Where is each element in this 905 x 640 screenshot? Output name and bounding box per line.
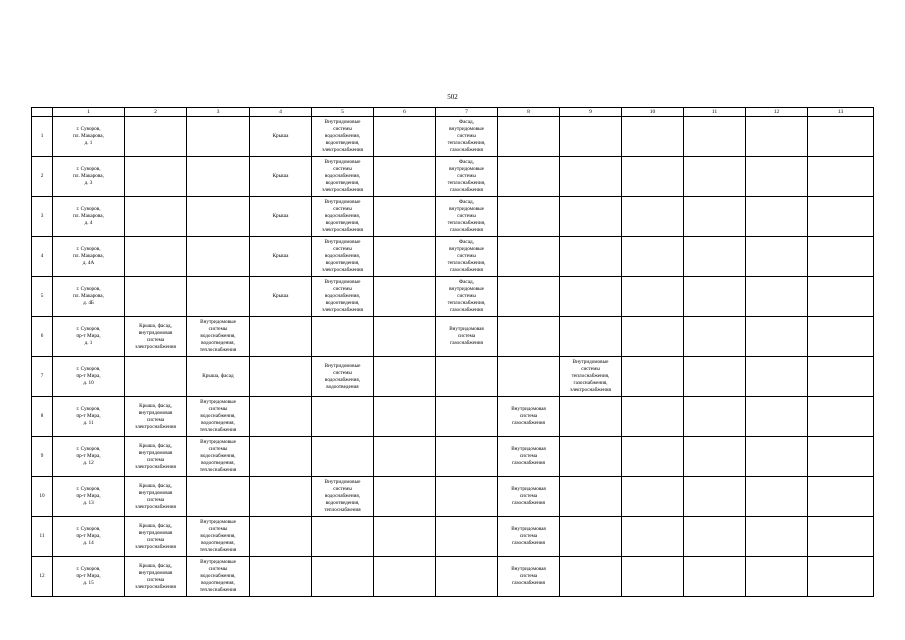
table-cell: [684, 317, 746, 357]
table-cell: [560, 437, 622, 477]
table-cell: [125, 477, 187, 517]
table-cell: [250, 317, 312, 357]
table-row: [32, 117, 874, 157]
table-cell: [436, 117, 498, 157]
table-cell: [746, 317, 808, 357]
column-number-header: 7: [436, 108, 498, 117]
table-cell: [125, 437, 187, 477]
cell-text: 10: [39, 493, 45, 499]
table-cell: [560, 517, 622, 557]
table-cell: [684, 357, 746, 397]
table-cell: [125, 397, 187, 437]
table-cell: [746, 397, 808, 437]
table-cell: [250, 477, 312, 517]
table-cell: [125, 317, 187, 357]
table-cell: [808, 357, 874, 397]
table-cell: [374, 157, 436, 197]
cell-text: Внутридомовые системы водоснабжения, водоотведения, электроснабжения: [322, 159, 363, 193]
cell-text: Крыша: [272, 133, 289, 139]
table-cell: [498, 437, 560, 477]
column-number-header: 2: [125, 108, 187, 117]
cell-text: 12: [39, 573, 45, 579]
table-row: [32, 477, 874, 517]
table-cell: [187, 517, 250, 557]
table-cell: [498, 557, 560, 597]
row-number-cell: [32, 397, 53, 437]
table-cell: [746, 157, 808, 197]
column-number-header: 13: [808, 108, 874, 117]
table-cell: [250, 357, 312, 397]
column-number-header: 8: [498, 108, 560, 117]
address-cell: [53, 477, 125, 517]
cell-text: Внутридомовые системы водоснабжения, водоотведения, теплоснабжения: [199, 559, 237, 593]
table-cell: [250, 237, 312, 277]
table-cell: [250, 117, 312, 157]
table-cell: [436, 437, 498, 477]
table-cell: [125, 117, 187, 157]
cell-text: Фасад, внутридомовые системы теплоснабжения, газоснабжения: [447, 159, 486, 193]
table-cell: [498, 397, 560, 437]
table-row: [32, 437, 874, 477]
row-number-cell: [32, 477, 53, 517]
table-cell: [312, 117, 374, 157]
table-cell: [808, 477, 874, 517]
table-cell: [498, 317, 560, 357]
row-number-cell: [32, 357, 53, 397]
cell-text: 2: [40, 173, 44, 179]
address-cell: [53, 557, 125, 597]
cell-text: г. Суворов, пр-т Мира, д. 13: [76, 486, 101, 506]
table-cell: [436, 237, 498, 277]
table-cell: [498, 157, 560, 197]
row-number-cell: [32, 237, 53, 277]
cell-text: г. Суворов, пл. Макарова, д. 3: [73, 166, 104, 186]
table-cell: [436, 477, 498, 517]
table-cell: [560, 397, 622, 437]
table-row: [32, 237, 874, 277]
cell-text: Фасад, внутридомовые системы теплоснабжения, газоснабжения: [447, 199, 486, 233]
table-cell: [560, 157, 622, 197]
table-cell: [808, 517, 874, 557]
cell-text: г. Суворов, пр-т Мира, д. 10: [76, 366, 101, 386]
table-cell: [374, 557, 436, 597]
cell-text: Внутридомовая система газоснабжения: [511, 406, 546, 426]
table-row: [32, 557, 874, 597]
address-cell: [53, 197, 125, 237]
table-cell: [436, 517, 498, 557]
table-cell: [684, 557, 746, 597]
table-cell: [125, 357, 187, 397]
table-cell: [684, 277, 746, 317]
table-cell: [187, 117, 250, 157]
table-cell: [498, 277, 560, 317]
table-row: [32, 517, 874, 557]
table-cell: [374, 317, 436, 357]
cell-text: Внутридомовые системы водоснабжения, водоотведения, теплоснабжения: [199, 319, 237, 353]
table-cell: [746, 437, 808, 477]
cell-text: Крыша, фасад: [202, 373, 234, 379]
table-cell: [436, 357, 498, 397]
cell-text: г. Суворов, пр-т Мира, д. 14: [76, 526, 101, 546]
table-cell: [746, 237, 808, 277]
table-cell: [746, 557, 808, 597]
column-number-header: 9: [560, 108, 622, 117]
table-cell: [374, 517, 436, 557]
cell-text: Крыша: [272, 173, 289, 179]
cell-text: 5: [40, 293, 44, 299]
table-cell: [808, 317, 874, 357]
cell-text: Внутридомовая система газоснабжения: [511, 486, 546, 506]
table-row: [32, 317, 874, 357]
cell-text: Внутридомовая система газоснабжения: [511, 566, 546, 586]
table-cell: [560, 317, 622, 357]
table-cell: [498, 357, 560, 397]
table-cell: [250, 397, 312, 437]
address-cell: [53, 117, 125, 157]
table-cell: [312, 197, 374, 237]
table-cell: [250, 437, 312, 477]
table-cell: [374, 397, 436, 437]
table-cell: [808, 117, 874, 157]
table-cell: [808, 437, 874, 477]
cell-text: Крыша, фасад, внутридомовая система электроснабжения: [135, 402, 176, 430]
cell-text: Фасад, внутридомовые системы теплоснабжения, газоснабжения: [447, 119, 486, 153]
cell-text: г. Суворов, пл. Макарова, д. 1: [73, 126, 104, 146]
table-cell: [125, 237, 187, 277]
cell-text: 4: [40, 253, 44, 259]
cell-text: г. Суворов, пл. Макарова, д. 4А: [73, 246, 104, 266]
table-cell: [187, 557, 250, 597]
cell-text: г. Суворов, пр-т Мира, д. 12: [76, 446, 101, 466]
column-number-header: 5: [312, 108, 374, 117]
cell-text: Крыша: [272, 213, 289, 219]
column-number-header: 10: [622, 108, 684, 117]
table-cell: [312, 557, 374, 597]
table-cell: [187, 397, 250, 437]
table-cell: [622, 237, 684, 277]
table-cell: [746, 357, 808, 397]
cell-text: Крыша, фасад, внутридомовая система электроснабжения: [135, 562, 176, 590]
table-cell: [187, 197, 250, 237]
table-cell: [250, 277, 312, 317]
table-row: [32, 197, 874, 237]
cell-text: 1: [40, 133, 44, 139]
cell-text: Крыша, фасад, внутридомовая система электроснабжения: [135, 322, 176, 350]
table-cell: [250, 557, 312, 597]
table-cell: [312, 277, 374, 317]
table-cell: [187, 317, 250, 357]
table-cell: [684, 437, 746, 477]
table-cell: [622, 397, 684, 437]
cell-text: Внутридомовая система газоснабжения: [511, 526, 546, 546]
column-number-header: 12: [746, 108, 808, 117]
column-number-row: [32, 108, 874, 117]
table-cell: [125, 277, 187, 317]
table-cell: [374, 357, 436, 397]
table-cell: [436, 157, 498, 197]
table-cell: [684, 237, 746, 277]
table-cell: [498, 477, 560, 517]
table-row: [32, 157, 874, 197]
table-cell: [808, 277, 874, 317]
table-row: [32, 357, 874, 397]
table-cell: [684, 477, 746, 517]
table-cell: [560, 477, 622, 517]
address-cell: [53, 317, 125, 357]
schedule-table: [31, 107, 874, 597]
table-cell: [374, 117, 436, 157]
cell-text: 9: [40, 453, 44, 459]
table-cell: [622, 477, 684, 517]
table-cell: [250, 517, 312, 557]
table-cell: [498, 117, 560, 157]
table-cell: [684, 117, 746, 157]
table-cell: [808, 237, 874, 277]
cell-text: Внутридомовые системы теплоснабжения, газоснабжения, электроснабжения: [570, 359, 611, 393]
table-cell: [622, 437, 684, 477]
table-cell: [187, 437, 250, 477]
cell-text: г. Суворов, пл. Макарова, д. 4: [73, 206, 104, 226]
cell-text: Крыша: [272, 253, 289, 259]
table-cell: [436, 277, 498, 317]
table-cell: [622, 277, 684, 317]
cell-text: Внутридомовые системы водоснабжения, водоотведения, электроснабжения: [322, 279, 363, 313]
cell-text: Внутридомовая система газоснабжения: [511, 446, 546, 466]
table-cell: [622, 517, 684, 557]
cell-text: г. Суворов, пр-т Мира, д. 11: [76, 406, 101, 426]
table-cell: [312, 357, 374, 397]
cell-text: Внутридомовые системы водоснабжения, водоотведения, теплоснабжения: [199, 519, 237, 553]
cell-text: 7: [40, 373, 44, 379]
table-cell: [374, 237, 436, 277]
table-cell: [312, 397, 374, 437]
table-cell: [622, 317, 684, 357]
row-number-cell: [32, 277, 53, 317]
table-cell: [436, 197, 498, 237]
table-row: [32, 397, 874, 437]
cell-text: Внутридомовые системы водоснабжения, водоотведения, теплоснабжения: [324, 479, 361, 513]
table-cell: [622, 357, 684, 397]
table-cell: [560, 237, 622, 277]
address-cell: [53, 397, 125, 437]
table-cell: [374, 477, 436, 517]
table-cell: [187, 357, 250, 397]
table-cell: [498, 237, 560, 277]
address-cell: [53, 437, 125, 477]
table-cell: [498, 197, 560, 237]
table-cell: [560, 197, 622, 237]
cell-text: Внутридомовые системы водоснабжения, водоотведения, электроснабжения: [322, 239, 363, 273]
cell-text: 8: [40, 413, 44, 419]
table-cell: [312, 517, 374, 557]
row-number-cell: [32, 317, 53, 357]
cell-text: г. Суворов, пр-т Мира, д. 15: [76, 566, 101, 586]
column-number-header: 11: [684, 108, 746, 117]
table-cell: [622, 117, 684, 157]
table-cell: [312, 437, 374, 477]
table-cell: [560, 117, 622, 157]
column-number-header: 3: [187, 108, 250, 117]
table-cell: [746, 197, 808, 237]
row-number-cell: [32, 437, 53, 477]
cell-text: 6: [40, 333, 44, 339]
table-cell: [684, 397, 746, 437]
table-cell: [187, 277, 250, 317]
table-cell: [684, 197, 746, 237]
address-cell: [53, 517, 125, 557]
table-cell: [622, 157, 684, 197]
table-cell: [312, 317, 374, 357]
header-corner-cell: [32, 108, 53, 117]
table-cell: [808, 157, 874, 197]
table-cell: [560, 557, 622, 597]
table-cell: [187, 477, 250, 517]
cell-text: Внутридомовые системы водоснабжения, водоотведения, теплоснабжения: [199, 439, 237, 473]
table-cell: [125, 197, 187, 237]
cell-text: Внутридомовые системы водоснабжения, водоотведения, теплоснабжения: [199, 399, 237, 433]
table-cell: [684, 517, 746, 557]
cell-text: Внутридомовые системы водоснабжения, водоотведения, электроснабжения: [322, 199, 363, 233]
table-cell: [312, 157, 374, 197]
table-cell: [808, 197, 874, 237]
column-number-header: 6: [374, 108, 436, 117]
table-cell: [312, 477, 374, 517]
table-cell: [622, 197, 684, 237]
address-cell: [53, 157, 125, 197]
row-number-cell: [32, 557, 53, 597]
cell-text: Крыша, фасад, внутридомовая система электроснабжения: [135, 482, 176, 510]
table-cell: [808, 397, 874, 437]
table-cell: [560, 277, 622, 317]
table-cell: [746, 477, 808, 517]
row-number-cell: [32, 117, 53, 157]
table-cell: [374, 437, 436, 477]
table-cell: [250, 197, 312, 237]
table-cell: [436, 317, 498, 357]
column-number-header: 4: [250, 108, 312, 117]
row-number-cell: [32, 517, 53, 557]
table-cell: [808, 557, 874, 597]
cell-text: Фасад, внутридомовые системы теплоснабжения, газоснабжения: [447, 279, 486, 313]
table-cell: [746, 517, 808, 557]
cell-text: Крыша, фасад, внутридомовая система электроснабжения: [135, 522, 176, 550]
table-cell: [436, 557, 498, 597]
table-cell: [498, 517, 560, 557]
cell-text: г. Суворов, пл. Макарова, д. 4Б: [73, 286, 104, 306]
cell-text: г. Суворов, пр-т Мира, д. 1: [76, 326, 101, 346]
address-cell: [53, 237, 125, 277]
table-cell: [746, 277, 808, 317]
table-cell: [374, 197, 436, 237]
cell-text: Крыша: [272, 293, 289, 299]
table-cell: [250, 157, 312, 197]
table-cell: [187, 237, 250, 277]
table-cell: [125, 557, 187, 597]
row-number-cell: [32, 197, 53, 237]
table-cell: [374, 277, 436, 317]
table-row: [32, 277, 874, 317]
address-cell: [53, 357, 125, 397]
cell-text: 3: [40, 213, 44, 219]
table-cell: [560, 357, 622, 397]
column-number-header: 1: [53, 108, 125, 117]
cell-text: Фасад, внутридомовые системы теплоснабжения, газоснабжения: [447, 239, 486, 273]
table-cell: [125, 517, 187, 557]
table-cell: [312, 237, 374, 277]
table-cell: [125, 157, 187, 197]
table-cell: [187, 157, 250, 197]
cell-text: Внутридомовая система газоснабжения: [449, 326, 484, 346]
cell-text: Крыша, фасад, внутридомовая система электроснабжения: [135, 442, 176, 470]
table-cell: [622, 557, 684, 597]
table-cell: [684, 157, 746, 197]
table-cell: [436, 397, 498, 437]
page-number: 502: [447, 93, 458, 101]
cell-text: Внутридомовые системы водоснабжения, водоотведения: [324, 362, 361, 390]
cell-text: Внутридомовые системы водоснабжения, водоотведения, электроснабжения: [322, 119, 363, 153]
address-cell: [53, 277, 125, 317]
cell-text: 11: [39, 533, 45, 539]
table-cell: [746, 117, 808, 157]
row-number-cell: [32, 157, 53, 197]
